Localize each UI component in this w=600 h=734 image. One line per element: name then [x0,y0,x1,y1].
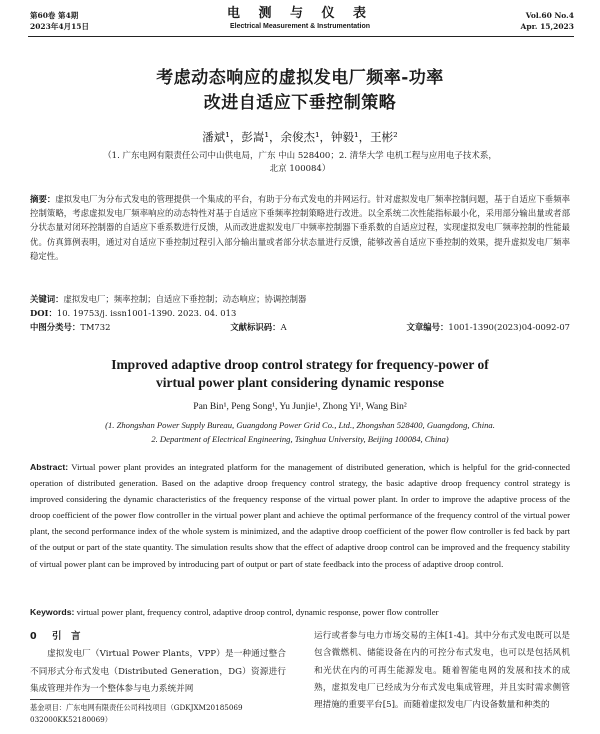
title-cn-line2: 改进自适应下垂控制策略 [203,93,397,113]
doi-label: DOI： [30,308,57,318]
abstract-cn-label: 摘要： [30,194,56,204]
abstract-cn [30,192,570,263]
header-divider [28,36,574,37]
keywords-en-label: Keywords: [30,607,75,617]
doi-line [30,307,570,320]
title-en-line2: virtual power plant considering dynamic response [156,375,444,390]
abstract-en-label: Abstract: [30,462,69,472]
keywords-cn [30,293,570,306]
article-number: 文章编号：1001-1390(2023)04-0092-07 [406,322,570,332]
section-title: 引 言 [52,631,81,642]
authors-en: Pan Bin¹, Peng Song¹, Yu Junjie¹, Zhong Yi¹, Wang Bin² [193,402,407,412]
header-center [0,6,600,32]
affiliation-cn-line2: 北京 100084） [269,164,331,174]
abstract-en [30,459,570,572]
document-code: 文献标识码：A [230,322,287,332]
section-number: 0 [30,631,37,642]
abstract-cn-text: 虚拟发电厂为分布式发电的管理提供一个集成的平台，有助于分布式发电的并网运行。针对虚拟发电厂频率控制问题，基于自适应下垂频率控制策略，考虑虚拟发电厂频率响应的动态特性对基于自适应下垂频率控制策略进行改进。以全系统二次性能指标最小化，采用部分输出量或者部分状态量对闭环控制器的自适应下垂系数进行反馈，从而改进虚拟发电厂中频率控制器下垂系数的自适应过程，实现虚拟发电厂频率控制的性能最优。仿真算例表明，通过对自适应下垂控制过程引入部分输出量或者部分状态量进行反馈，能够改善自适应下垂控制的效果，提升虚拟发电厂频率稳定性。 [30,194,571,261]
footnote-divider [30,699,150,700]
keywords-en [30,606,570,619]
keywords-en-text: virtual power plant, frequency control, adaptive droop control, dynamic response, power flow controller [74,607,439,617]
volume-cn: 第60卷 第4期 [30,11,79,20]
affiliation-cn-line1: （1. 广东电网有限责任公司中山供电局，广东 中山 528400；2. 清华大学 电机工程与应用电子技术系， [103,151,497,161]
clc-number: 中图分类号：TM732 [30,322,111,332]
affiliation-en-line1: (1. Zhongshan Power Supply Bureau, Guangdong Power Grid Co., Ltd., Zhongshan 528400, Guangdong, China. [105,420,495,430]
keywords-cn-text: 虚拟发电厂；频率控制；自适应下垂控制；动态响应；协调控制器 [63,294,307,304]
doi-text: 10. 19753/j. issn1001-1390. 2023. 04. 013 [56,308,237,318]
body-column-left [30,628,286,698]
journal-name-cn: 电 测 与 仪 表 [226,6,374,21]
body-text-left: 虚拟发电厂（Virtual Power Plants，VPP）是一种通过整合不同形式分布式发电（Distributed Generation，DG）资源进行集成管理并作为一个整体参与电力系统并网 [30,649,286,694]
keywords-cn-label: 关键词： [30,294,64,304]
volume-en: Vol.60 No.4 [525,11,574,20]
title-cn [0,66,600,116]
authors-cn: 潘斌¹，彭嵩¹，余俊杰¹，钟毅¹，王彬² [202,130,398,144]
title-en-line1: Improved adaptive droop control strategy for frequency-power of [111,357,489,372]
header-right [521,10,574,32]
funding-footnote: 基金项目：广东电网有限责任公司科技项目（GDKJXM20185069 032000KK52180069） [30,703,243,724]
section-heading [30,628,286,645]
affiliation-en [30,418,570,446]
date-en: Apr. 15,2023 [520,22,574,31]
abstract-en-text: Virtual power plant provides an integrated platform for the management of distributed generation, which is helpful for the grid-connected operation of distributed generation. Based on the adaptive droop frequency control strategy, the basic adaptive droop frequency control strategy is improved considering the dynamic characteristics of the frequency response of the virtual power plant. In order to improve the adaptive process of the droop coefficient of the power flow controller in the virtual power plant and achieve the optimal performance of the frequency control of the virtual power plant, the second performance index of the whole system is minimized, and the adaptive droop coefficient of the power flow controller is fed back by part of the output or part of the state quantity. The simulation results show that the effect of adaptive droop control can be improved and the frequency stability of virtual power plant can be improved by introducing part of output or part of state feedback into the process of adaptive droop control. [30,462,570,569]
affiliation-en-line2: 2. Department of Electrical Engineering, Tsinghua University, Beijing 100084, China) [151,434,449,444]
body-column-right [314,628,570,714]
classification-line [30,321,570,334]
title-en [0,356,600,392]
title-cn-line1: 考虑动态响应的虚拟发电厂频率-功率 [156,68,444,88]
body-text-right: 运行或者参与电力市场交易的主体[1-4]。其中分布式发电既可以是包含微燃机、储能设备在内的可控分布式发电，也可以是包括风机和光伏在内的可再生能源发电。随着智能电网的发展和技术的成熟，虚拟发电厂已经成为分布式发电集成管理，并且实时需求侧管理措施的重要平台[5]。而随着虚拟发电厂内设备数量和种类的 [314,631,570,711]
journal-name-en: Electrical Measurement & Instrumentation [229,23,371,30]
affiliation-cn [60,150,540,176]
date-cn: 2023年4月15日 [30,22,90,31]
